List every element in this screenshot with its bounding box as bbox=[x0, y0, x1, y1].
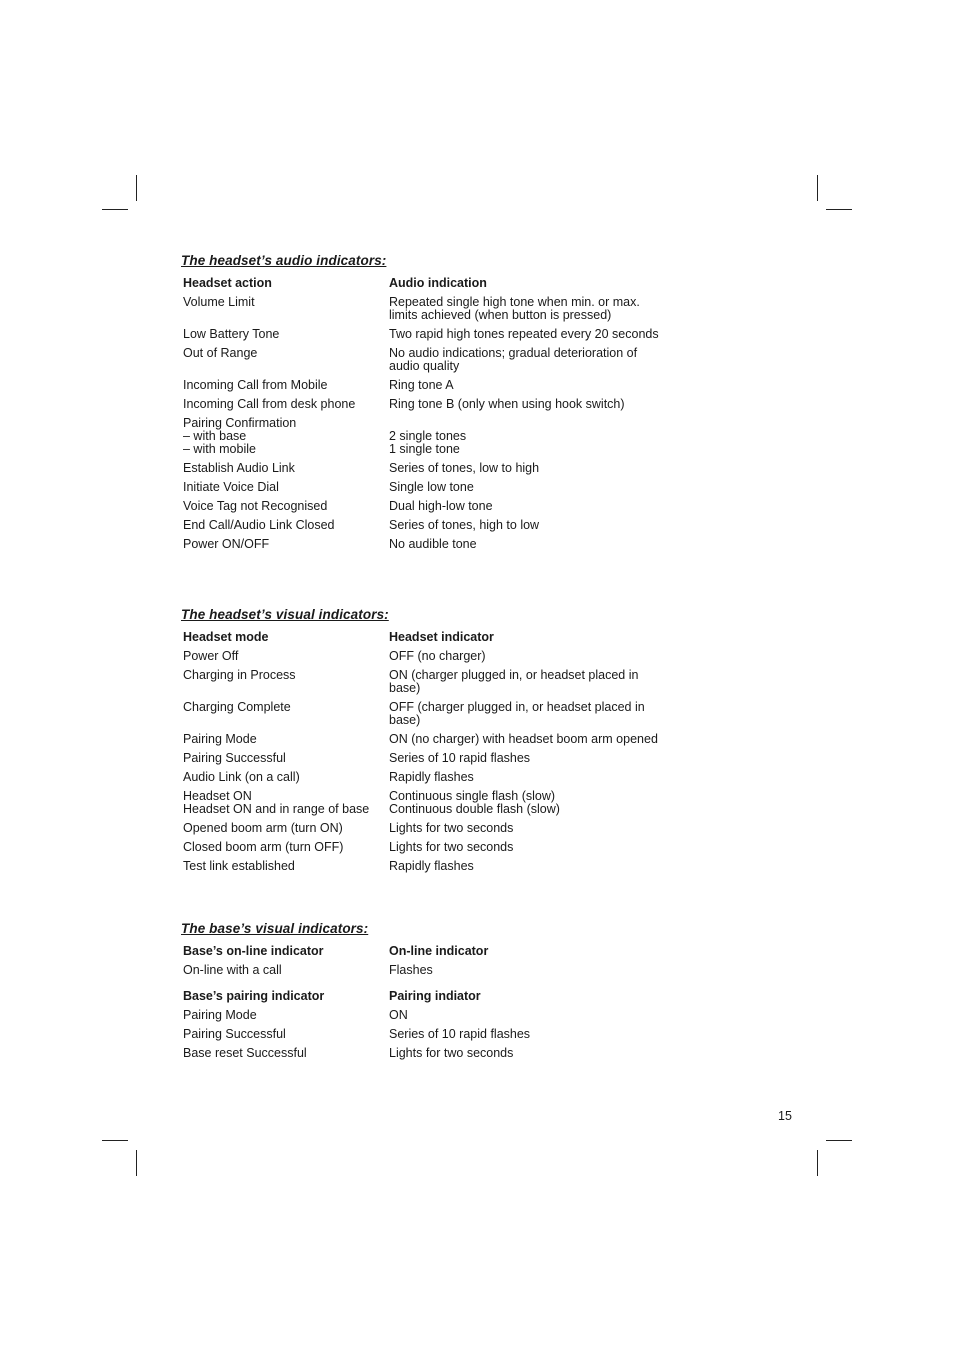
table-row bbox=[181, 347, 701, 373]
table-row bbox=[181, 650, 701, 663]
headset-mode: Opened boom arm (turn ON) bbox=[183, 821, 343, 835]
headset-mode: Pairing Successful bbox=[183, 751, 286, 765]
base-online-state: On-line with a call bbox=[183, 963, 282, 977]
table-row bbox=[181, 500, 701, 513]
table-row bbox=[181, 860, 701, 873]
audio-action: Voice Tag not Recognised bbox=[183, 499, 328, 513]
table-row bbox=[181, 964, 701, 977]
page-number: 15 bbox=[778, 1109, 792, 1123]
audio-action: Pairing Confirmation – with base – with mobile bbox=[183, 416, 297, 456]
base-pairing-state: Base reset Successful bbox=[183, 1046, 307, 1060]
audio-action: Power ON/OFF bbox=[183, 537, 270, 551]
headset-indicator: Lights for two seconds bbox=[389, 821, 514, 835]
crop-mark-top-left-horizontal bbox=[102, 209, 128, 210]
audio-action: Establish Audio Link bbox=[183, 461, 295, 475]
base-online-col2-header: On-line indicator bbox=[389, 944, 489, 958]
table-row bbox=[181, 1009, 701, 1022]
audio-indication: Series of tones, low to high bbox=[389, 461, 540, 475]
audio-action: Incoming Call from desk phone bbox=[183, 397, 356, 411]
base-pairing-indicator: ON bbox=[389, 1008, 408, 1022]
headset-indicator: ON (no charger) with headset boom arm opened bbox=[389, 732, 658, 746]
crop-mark-bottom-right-horizontal bbox=[826, 1140, 852, 1141]
headset-mode: Charging in Process bbox=[183, 668, 296, 682]
crop-mark-top-right-horizontal bbox=[826, 209, 852, 210]
headset-visual-indicators-section bbox=[181, 607, 701, 879]
audio-col2-header: Audio indication bbox=[389, 276, 487, 290]
audio-indicators-title: The headset’s audio indicators: bbox=[181, 253, 387, 268]
audio-indication: Dual high-low tone bbox=[389, 499, 493, 513]
audio-indication: 2 single tones 1 single tone bbox=[389, 429, 467, 456]
base-visual-indicators-section bbox=[181, 921, 701, 1066]
audio-action: End Call/Audio Link Closed bbox=[183, 518, 335, 532]
audio-action: Volume Limit bbox=[183, 295, 255, 309]
table-row bbox=[181, 417, 701, 456]
base-visual-indicators-title: The base’s visual indicators: bbox=[181, 921, 369, 936]
audio-indication: Ring tone A bbox=[389, 378, 454, 392]
table-row bbox=[181, 733, 701, 746]
crop-mark-top-right-vertical bbox=[817, 175, 818, 201]
headset-mode: Closed boom arm (turn OFF) bbox=[183, 840, 344, 854]
audio-indication: Series of tones, high to low bbox=[389, 518, 540, 532]
table-row bbox=[181, 1047, 701, 1060]
table-row bbox=[181, 790, 701, 816]
headset-indicator: Lights for two seconds bbox=[389, 840, 514, 854]
headset-mode: Test link established bbox=[183, 859, 295, 873]
visual-table-header bbox=[181, 631, 701, 644]
headset-mode: Headset ON Headset ON and in range of base bbox=[183, 789, 370, 816]
headset-indicator: Continuous single flash (slow) Continuous double flash (slow) bbox=[389, 789, 560, 816]
base-pairing-indicator: Lights for two seconds bbox=[389, 1046, 514, 1060]
audio-action: Incoming Call from Mobile bbox=[183, 378, 328, 392]
table-row bbox=[181, 398, 701, 411]
table-row bbox=[181, 701, 701, 727]
visual-col2-header: Headset indicator bbox=[389, 630, 494, 644]
table-row bbox=[181, 328, 701, 341]
base-pairing-col1-header: Base’s pairing indicator bbox=[183, 989, 325, 1003]
crop-mark-top-left-vertical bbox=[136, 175, 137, 201]
base-pairing-state: Pairing Mode bbox=[183, 1008, 257, 1022]
audio-col1-header: Headset action bbox=[183, 276, 272, 290]
crop-mark-bottom-left-vertical bbox=[136, 1150, 137, 1176]
headset-indicator: OFF (charger plugged in, or headset placed in base) bbox=[389, 700, 645, 727]
headset-indicator: Rapidly flashes bbox=[389, 859, 474, 873]
table-row bbox=[181, 538, 701, 551]
table-row bbox=[181, 841, 701, 854]
table-row bbox=[181, 379, 701, 392]
audio-indication: Repeated single high tone when min. or max. limits achieved (when button is pressed) bbox=[389, 295, 640, 322]
base-pairing-indicator: Series of 10 rapid flashes bbox=[389, 1027, 531, 1041]
table-row bbox=[181, 752, 701, 765]
base-online-header bbox=[181, 945, 701, 958]
audio-indication: Ring tone B (only when using hook switch) bbox=[389, 397, 625, 411]
headset-indicator: OFF (no charger) bbox=[389, 649, 486, 663]
table-row bbox=[181, 296, 701, 322]
audio-indication: Two rapid high tones repeated every 20 seconds bbox=[389, 327, 659, 341]
table-row bbox=[181, 481, 701, 494]
audio-table-header bbox=[181, 277, 701, 290]
headset-mode: Audio Link (on a call) bbox=[183, 770, 300, 784]
base-online-indicator: Flashes bbox=[389, 963, 433, 977]
table-row bbox=[181, 462, 701, 475]
audio-action: Low Battery Tone bbox=[183, 327, 280, 341]
table-row bbox=[181, 1028, 701, 1041]
crop-mark-bottom-left-horizontal bbox=[102, 1140, 128, 1141]
crop-mark-bottom-right-vertical bbox=[817, 1150, 818, 1176]
table-row bbox=[181, 669, 701, 695]
table-row bbox=[181, 822, 701, 835]
audio-action: Out of Range bbox=[183, 346, 258, 360]
audio-indication: No audio indications; gradual deterioration of audio quality bbox=[389, 346, 638, 373]
base-pairing-state: Pairing Successful bbox=[183, 1027, 286, 1041]
audio-action: Initiate Voice Dial bbox=[183, 480, 279, 494]
table-row bbox=[181, 771, 701, 784]
headset-indicator: Rapidly flashes bbox=[389, 770, 474, 784]
table-row bbox=[181, 519, 701, 532]
audio-indicators-section bbox=[181, 253, 701, 557]
audio-indication: No audible tone bbox=[389, 537, 477, 551]
base-pairing-col2-header: Pairing indiator bbox=[389, 989, 481, 1003]
headset-visual-indicators-title: The headset’s visual indicators: bbox=[181, 607, 389, 622]
headset-mode: Charging Complete bbox=[183, 700, 291, 714]
headset-indicator: ON (charger plugged in, or headset placed in base) bbox=[389, 668, 639, 695]
headset-indicator: Series of 10 rapid flashes bbox=[389, 751, 531, 765]
audio-indication: Single low tone bbox=[389, 480, 474, 494]
headset-mode: Power Off bbox=[183, 649, 239, 663]
visual-col1-header: Headset mode bbox=[183, 630, 269, 644]
base-online-col1-header: Base’s on-line indicator bbox=[183, 944, 324, 958]
headset-mode: Pairing Mode bbox=[183, 732, 257, 746]
base-pairing-header bbox=[181, 990, 701, 1003]
